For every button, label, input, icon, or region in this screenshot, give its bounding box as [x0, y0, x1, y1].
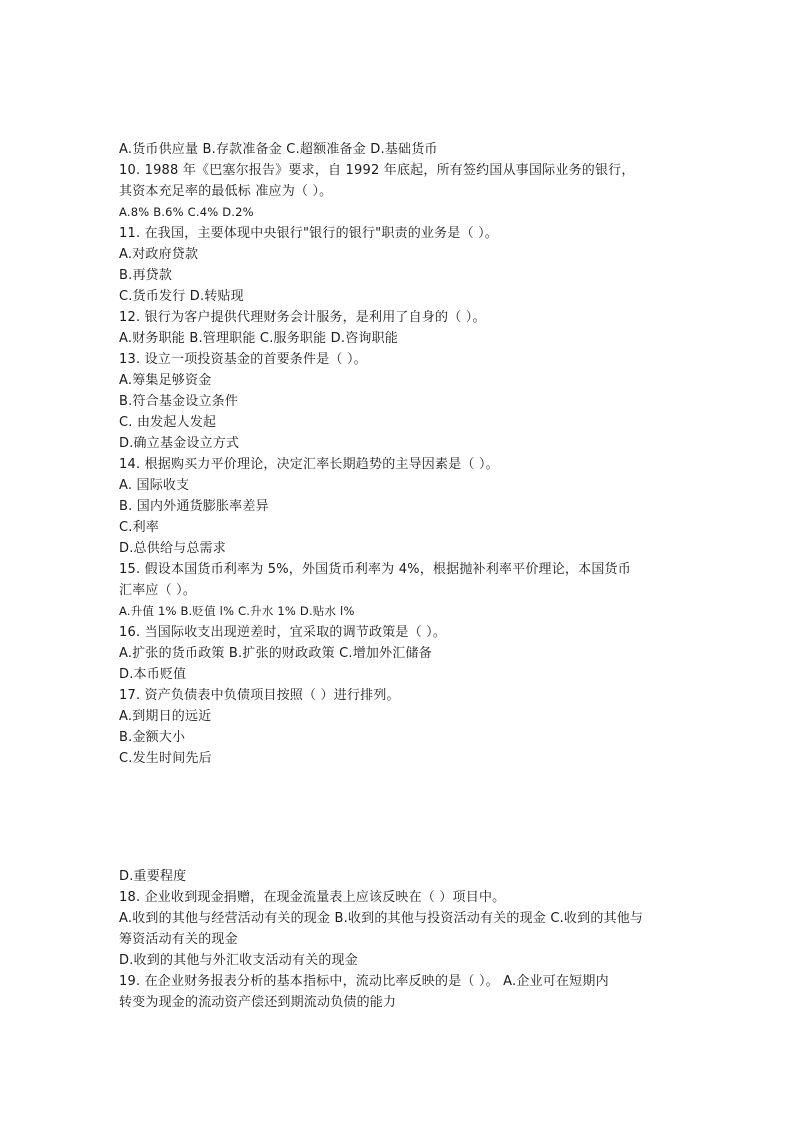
answer-options-q12: A.财务职能 B.管理职能 C.服务职能 D.咨询职能	[119, 331, 398, 346]
option-18d: D.收到的其他与外汇收支活动有关的现金	[119, 953, 358, 968]
option-17a: A.到期日的远近	[119, 709, 212, 724]
question-10: 10. 1988 年《巴塞尔报告》要求，自 1992 年底起，所有签约国从事国际业务的银行，	[119, 163, 635, 178]
option-13a: A.筹集足够资金	[119, 373, 212, 388]
question-19: 19. 在企业财务报表分析的基本指标中，流动比率反映的是（ ）。 A.企业可在短期内	[119, 974, 609, 989]
answer-options-q10: A.8% B.6% C.4% D.2%	[119, 205, 254, 219]
answer-options-q9: A.货币供应量 B.存款准备金 C.超额准备金 D.基础货币	[119, 142, 438, 157]
option-17c: C.发生时间先后	[119, 751, 212, 766]
option-17d: D.重要程度	[119, 869, 187, 884]
question-13: 13. 设立一项投资基金的首要条件是（ ）。	[119, 352, 367, 367]
question-19-cont: 转变为现金的流动资产偿还到期流动负债的能力	[119, 995, 397, 1010]
question-15: 15. 假设本国货币利率为 5%，外国货币利率为 4%，根据抛补利率平价理论，本国货币	[119, 562, 631, 577]
option-14b: B. 国内外通货膨胀率差异	[119, 499, 269, 514]
option-13d: D.确立基金设立方式	[119, 436, 240, 451]
questions-block-top	[119, 139, 679, 769]
questions-block-bottom	[119, 866, 679, 1013]
option-16d: D.本币贬值	[119, 667, 187, 682]
question-15-cont: 汇率应（ ）。	[119, 583, 197, 598]
option-11a: A.对政府贷款	[119, 247, 199, 262]
question-11: 11. 在我国，主要体现中央银行"银行的银行"职责的业务是（ ）。	[119, 226, 498, 241]
option-13b: B.符合基金设立条件	[119, 394, 239, 409]
answer-options-q15: A.升值 1% B.贬值 l% C.升水 1% D.贴水 l%	[119, 604, 355, 618]
option-11b: B.再贷款	[119, 268, 173, 283]
answer-options-q18-cont: 筹资活动有关的现金	[119, 932, 238, 947]
question-14: 14. 根据购买力平价理论，决定汇率长期趋势的主导因素是（ ）。	[119, 457, 499, 472]
question-12: 12. 银行为客户提供代理财务会计服务，是利用了自身的（ ）。	[119, 310, 486, 325]
option-11cd: C.货币发行 D.转贴现	[119, 289, 244, 304]
answer-options-q18: A.收到的其他与经营活动有关的现金 B.收到的其他与投资活动有关的现金 C.收到的其他与	[119, 911, 644, 926]
question-18: 18. 企业收到现金捐赠，在现金流量表上应该反映在（ ）项目中。	[119, 890, 506, 905]
answer-options-q16: A.扩张的货币政策 B.扩张的财政政策 C.增加外汇储备	[119, 646, 432, 661]
option-13c: C. 由发起人发起	[119, 415, 217, 430]
option-14c: C.利率	[119, 520, 160, 535]
option-14a: A. 国际收支	[119, 478, 190, 493]
question-17: 17. 资产负债表中负债项目按照（ ）进行排列。	[119, 688, 400, 703]
question-16: 16. 当国际收支出现逆差时，宜采取的调节政策是（ ）。	[119, 625, 447, 640]
option-17b: B.金额大小	[119, 730, 186, 745]
option-14d: D.总供给与总需求	[119, 541, 226, 556]
question-10-cont: 其资本充足率的最低标 准应为（ ）。	[119, 184, 333, 199]
